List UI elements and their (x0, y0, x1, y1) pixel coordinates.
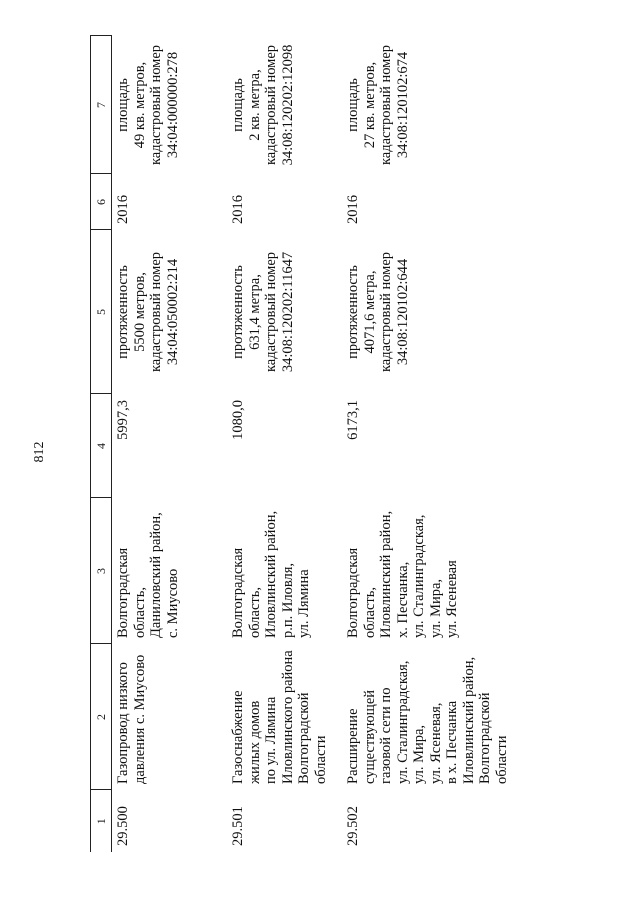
table-header-row (91, 36, 112, 852)
object-length: протяженность 631,4 метра, кадастровый номер 34:08:120202:11647 (230, 251, 296, 373)
column-header-1: 1 (91, 790, 112, 852)
column-header-7: 7 (91, 36, 112, 174)
table-row (112, 36, 228, 852)
object-area: площадь 27 кв. метров, кадастровый номер 34:08:120102:674 (345, 44, 411, 166)
object-location: Волгоградская область, Даниловский район, с. Миусово (115, 512, 181, 638)
object-name: Расширение существующей газовой сети по ул. Сталинградская, ул. Мира, ул. Ясеневая, в х. Песчанка Иловлинский район, Волгоградской области (345, 656, 510, 784)
column-header-4: 4 (91, 394, 112, 498)
property-table (90, 36, 514, 853)
column-header-2: 2 (91, 644, 112, 790)
object-location: Волгоградская область, Иловлинский район, р.п. Иловля, ул. Лямина (230, 510, 312, 638)
object-year: 2016 (115, 195, 131, 224)
object-year: 2016 (345, 195, 361, 224)
object-value: 1080,0 (230, 400, 246, 440)
object-year: 2016 (230, 195, 246, 224)
row-number: 29.500 (115, 806, 131, 846)
page-number: 812 (32, 441, 47, 463)
column-header-3: 3 (91, 498, 112, 644)
document-table-container (90, 36, 614, 852)
object-name: Газопровод низкого давления с. Миусово (115, 654, 148, 784)
object-length: протяженность 4071,6 метра, кадастровый номер 34:08:120102:644 (345, 251, 411, 373)
row-number: 29.502 (345, 806, 361, 846)
object-location: Волгоградская область, Иловлинский район, х. Песчанка, ул. Сталинградская, ул. Мира, ул. Ясеневая (345, 510, 460, 638)
column-header-5: 5 (91, 230, 112, 394)
row-number: 29.501 (230, 806, 246, 846)
object-name: Газоснабжение жилых домов по ул. Лямина Иловлинского района Волгоградской области (230, 650, 329, 784)
object-length: протяженность 5500 метров, кадастровый номер 34:04:050002:214 (115, 251, 181, 373)
table-row (342, 36, 514, 852)
column-header-6: 6 (91, 174, 112, 230)
table-row (227, 36, 342, 852)
object-area: площадь 2 кв. метра, кадастровый номер 34:08:120202:12098 (230, 44, 296, 166)
object-area: площадь 49 кв. метров, кадастровый номер 34:04:000000:278 (115, 44, 181, 166)
rotated-table-canvas (90, 36, 614, 852)
object-value: 6173,1 (345, 400, 361, 440)
object-value: 5997,3 (115, 400, 131, 440)
